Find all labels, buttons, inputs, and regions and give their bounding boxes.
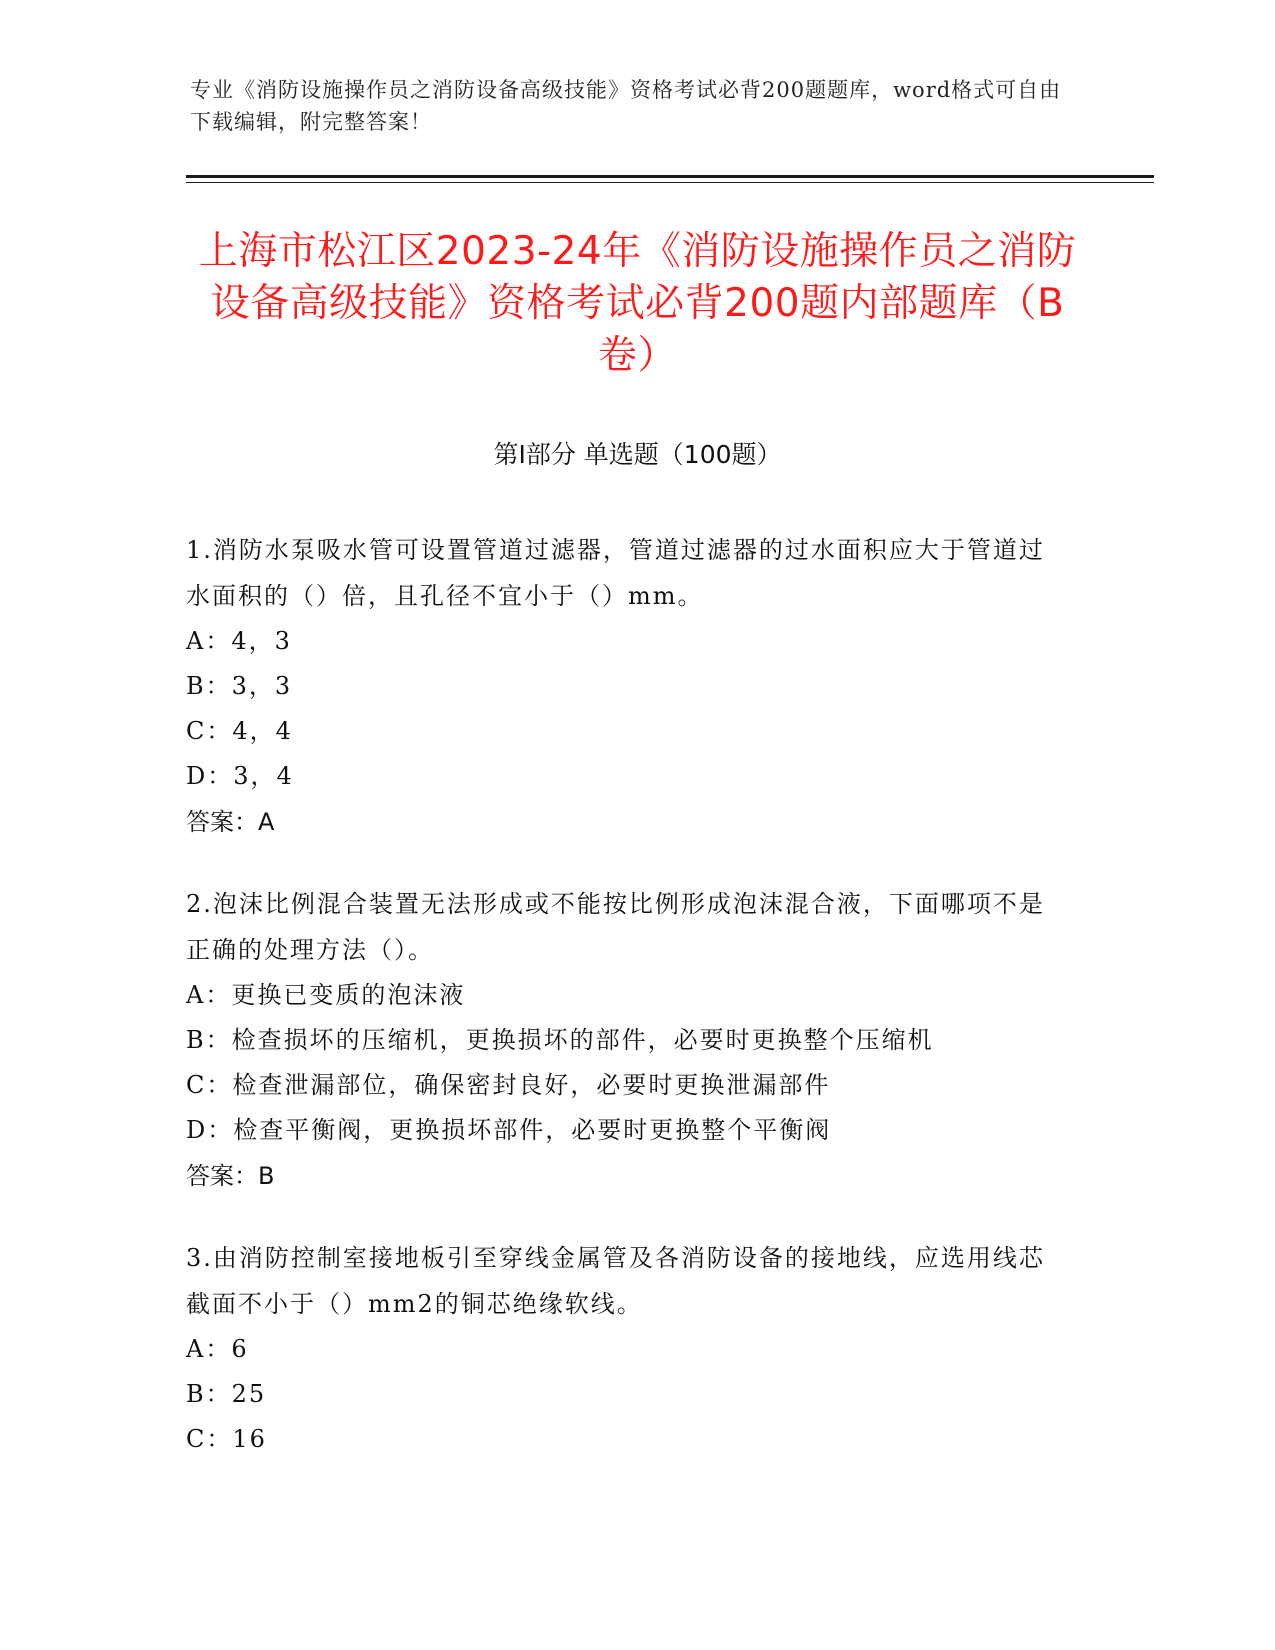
question-3 [186, 1235, 1066, 1462]
option-c [186, 1063, 1066, 1108]
option-key: D： [186, 762, 234, 790]
question-list [186, 527, 1066, 1498]
option-key: A： [186, 1335, 232, 1363]
option-key: B： [186, 672, 232, 700]
answer-line: 答案：A [186, 808, 275, 836]
question-stem: 2.泡沫比例混合装置无法形成或不能按比例形成泡沫混合液，下面哪项不是正确的处理方法（）。 [186, 890, 1045, 964]
document-title: 上海市松江区2023-24年《消防设施操作员之消防设备高级技能》资格考试必背200题内部题库（B卷） [198, 229, 1077, 378]
option-key: D： [186, 1116, 234, 1144]
option-d [186, 754, 1066, 799]
question-2 [186, 881, 1066, 1199]
header-rule-thick [186, 175, 1154, 178]
option-text: 25 [231, 1380, 267, 1408]
option-c [186, 1417, 1066, 1462]
option-a [186, 1327, 1066, 1372]
header-note: 专业《消防设施操作员之消防设备高级技能》资格考试必背200题题库，word格式可自由下载编辑，附完整答案！ [190, 78, 1062, 134]
option-text: 更换已变质的泡沫液 [231, 981, 466, 1009]
option-c [186, 709, 1066, 754]
option-text: 4，4 [232, 717, 293, 745]
option-a [186, 619, 1066, 664]
option-text: 检查损坏的压缩机，更换损坏的部件，必要时更换整个压缩机 [231, 1026, 934, 1054]
option-d [186, 1108, 1066, 1153]
option-key: C： [186, 717, 233, 745]
option-text: 3，4 [233, 762, 294, 790]
option-text: 6 [231, 1335, 249, 1363]
option-text: 检查平衡阀，更换损坏部件，必要时更换整个平衡阀 [233, 1116, 832, 1144]
option-key: C： [186, 1425, 233, 1453]
option-b [186, 1018, 1066, 1063]
option-text: 检查泄漏部位，确保密封良好，必要时更换泄漏部件 [232, 1071, 831, 1099]
answer-line: 答案：B [186, 1162, 275, 1190]
section-title: 第Ⅰ部分 单选题（100题） [493, 440, 782, 469]
option-key: A： [186, 627, 232, 655]
option-key: B： [186, 1026, 232, 1054]
question-1 [186, 527, 1066, 845]
option-text: 4，3 [231, 627, 292, 655]
header-rule-thin [186, 182, 1154, 183]
option-key: B： [186, 1380, 232, 1408]
question-stem: 3.由消防控制室接地板引至穿线金属管及各消防设备的接地线，应选用线芯截面不小于（）mm2的铜芯绝缘软线。 [186, 1244, 1045, 1318]
option-text: 3，3 [231, 672, 293, 700]
option-key: C： [186, 1071, 233, 1099]
option-text: 16 [232, 1425, 267, 1453]
option-b [186, 1372, 1066, 1417]
option-a [186, 973, 1066, 1018]
option-b [186, 664, 1066, 709]
question-stem: 1.消防水泵吸水管可设置管道过滤器，管道过滤器的过水面积应大于管道过水面积的（）倍，且孔径不宜小于（）mm。 [186, 536, 1045, 610]
option-key: A： [186, 981, 232, 1009]
